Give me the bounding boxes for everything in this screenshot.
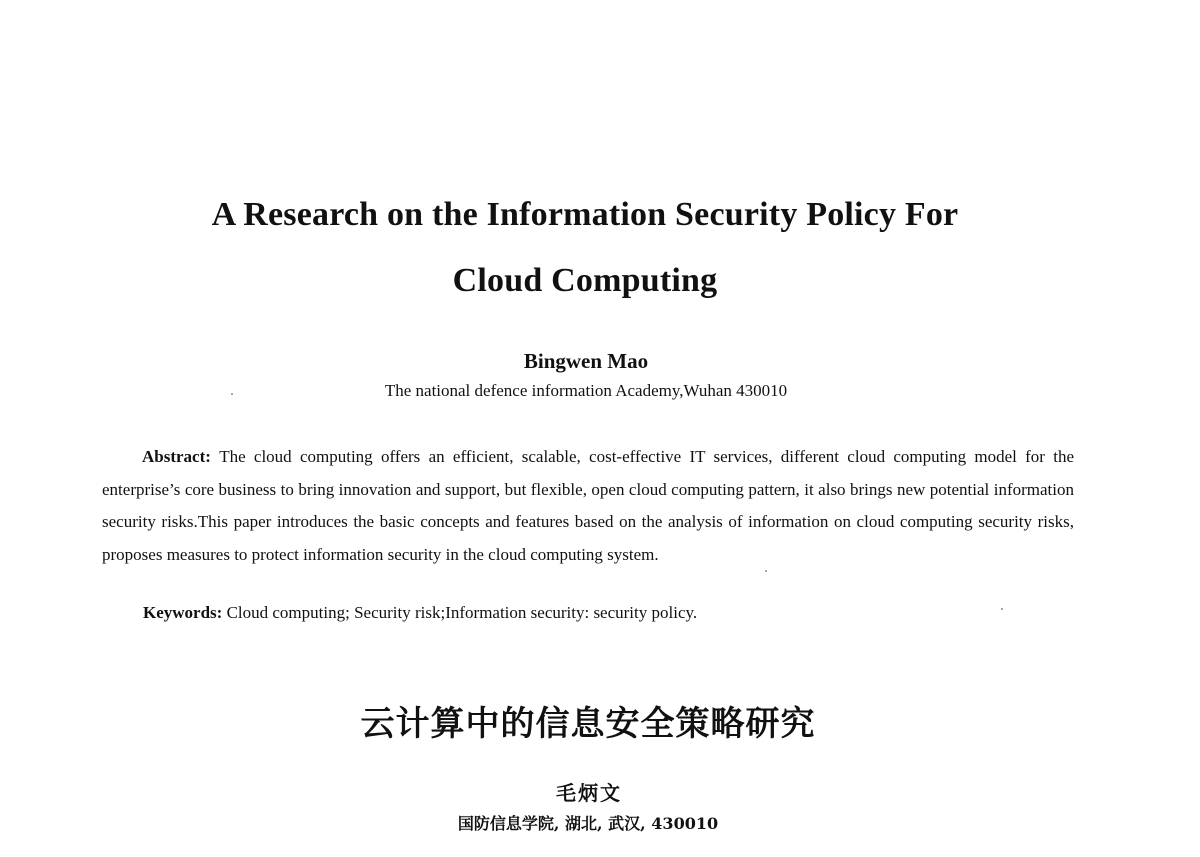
abstract-text: The cloud computing offers an efficient, scalable, cost-effective IT services, different cloud computing model for the enterprise’s core business to bring innovation and support, but flexible, open cloud computing pattern, it also brings new potential information security risks.This paper introduces the basic concepts and features based on the analysis of information on cloud computing security risks, proposes measures to protect information security in the cloud computing system. [102, 447, 1074, 564]
abstract [102, 441, 1074, 571]
author-affiliation: The national defence information Academy,Wuhan 430010 [384, 381, 788, 400]
chinese-author-name: 毛炳文 [556, 781, 622, 805]
chinese-title: 云计算中的信息安全策略研究 [360, 704, 816, 744]
keywords-label: Keywords: [143, 603, 223, 622]
scan-speck [1001, 608, 1003, 610]
chinese-affiliation: 国防信息学院, 湖北, 武汉, 430010 [457, 814, 719, 833]
scan-speck [231, 393, 233, 395]
paper-title-line-2: Cloud Computing [452, 262, 718, 299]
abstract-label: Abstract: [142, 447, 211, 466]
scan-speck [765, 570, 767, 572]
keywords [143, 603, 697, 623]
keywords-text: Cloud computing; Security risk;Information security: security policy. [226, 603, 698, 622]
paper-title-line-1: A Research on the Information Security Policy For [211, 196, 959, 233]
author-name: Bingwen Mao [523, 349, 649, 373]
